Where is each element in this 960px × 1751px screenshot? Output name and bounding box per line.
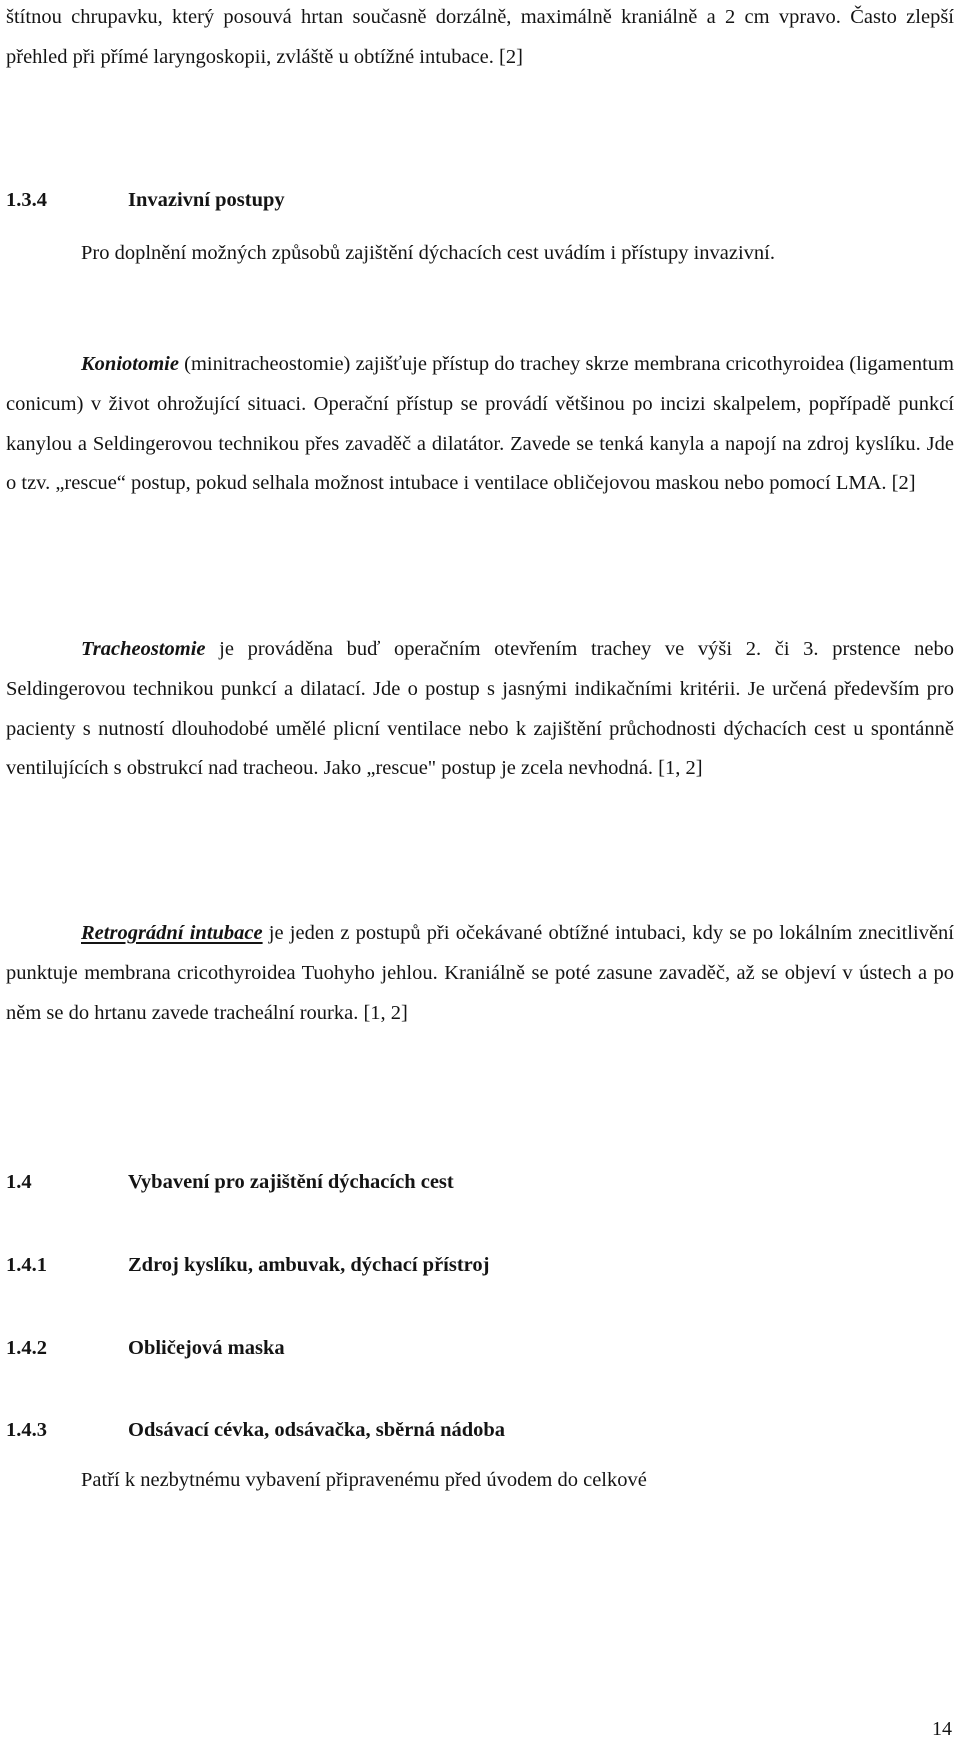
koniotomie-paragraph (6, 345, 954, 504)
section-title: Odsávací cévka, odsávačka, sběrná nádoba (128, 1419, 506, 1441)
intro-continuation-text: štítnou chrupavku, který posouvá hrtan současně dorzálně, maximálně kraniálně a 2 cm vpravo. Často zlepší přehled při přímé laryngoskopii, zvláště u obtížné intubace. [2] (6, 6, 954, 68)
tracheostomie-term: Tracheostomie (81, 638, 206, 660)
tracheostomie-text: je prováděna buď operačním otevřením trachey ve výši 2. či 3. prstence nebo Seldingerovou technikou punkcí a dilatací. Jde o postup s jasnými indikačními kritérii. Je určená především pro pacienty s nutností dlouhodobé umělé plicní ventilace nebo k zajištění průchodnosti dýchacích cest u spontánně ventilujících s obstrukcí nad tracheou. Jako „rescue" postup je zcela nevhodná. [1, 2] (6, 638, 954, 780)
section-number: 1.4.2 (6, 1337, 47, 1359)
retrogradni-paragraph (6, 914, 954, 1033)
retrogradni-term: Retrográdní intubace (81, 922, 263, 944)
intro-continuation-paragraph (6, 0, 954, 78)
section-number: 1.4 (6, 1171, 32, 1193)
section-heading-1-3-4 (6, 185, 285, 215)
tracheostomie-paragraph (6, 630, 954, 789)
invasive-intro-text: Pro doplnění možných způsobů zajištění dýchacích cest uvádím i přístupy invazivní. (81, 242, 775, 264)
section-heading-1-4-2 (6, 1333, 285, 1363)
koniotomie-text: (minitracheostomie) zajišťuje přístup do trachey skrze membrana cricothyroidea (ligamentum conicum) v život ohrožující situaci. Operační přístup se provádí většinou po incizi skalpelem, popřípadě punkcí kanylou a Seldingerovou technikou přes zavaděč a dilatátor. Zavede se tenká kanyla a napojí na zdroj kyslíku. Jde o tzv. „rescue“ postup, pokud selhala možnost intubace i ventilace obličejovou maskou nebo pomocí LMA. [2] (6, 353, 954, 495)
retrogradni-text: je jeden z postupů při očekávané obtížné intubaci, kdy se po lokálním znecitlivění punktuje membrana cricothyroidea Tuohyho jehlou. Kraniálně se poté zasune zavaděč, až se objeví v ústech a po něm se do hrtanu zavede tracheální rourka. [1, 2] (6, 922, 954, 1024)
final-paragraph-text: Patří k nezbytnému vybavení připravenému před úvodem do celkové (81, 1469, 647, 1491)
section-heading-1-4-3 (6, 1415, 505, 1445)
section-heading-1-4-1 (6, 1250, 489, 1280)
final-paragraph (6, 1461, 954, 1501)
invasive-intro-paragraph (6, 234, 954, 274)
section-number: 1.4.1 (6, 1254, 47, 1276)
section-number: 1.3.4 (6, 189, 47, 211)
section-title: Invazivní postupy (128, 189, 285, 211)
koniotomie-term: Koniotomie (81, 353, 179, 375)
section-title: Vybavení pro zajištění dýchacích cest (128, 1171, 454, 1193)
section-title: Obličejová maska (128, 1337, 285, 1359)
section-number: 1.4.3 (6, 1419, 47, 1441)
section-title: Zdroj kyslíku, ambuvak, dýchací přístroj (128, 1254, 490, 1276)
section-heading-1-4 (6, 1167, 454, 1197)
page-number: 14 (932, 1718, 952, 1740)
